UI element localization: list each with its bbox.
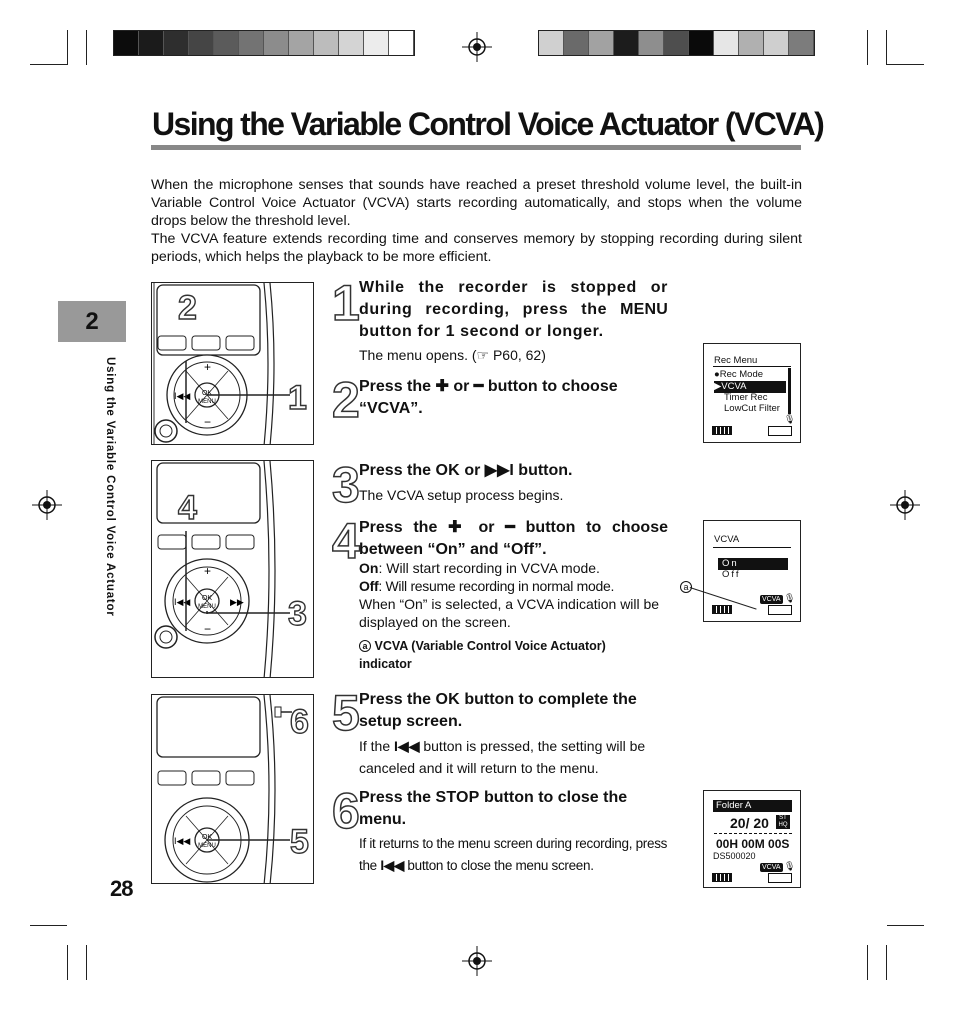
grayscale-bar-right bbox=[538, 30, 815, 56]
color-swatch bbox=[164, 31, 189, 55]
lcd-rec-menu bbox=[703, 343, 801, 443]
callout-number: 1 bbox=[288, 379, 307, 417]
recorder-drawing bbox=[152, 283, 314, 445]
intro-text bbox=[151, 176, 802, 266]
lcd-mode-badge: ST HQ bbox=[776, 815, 790, 829]
color-swatch bbox=[264, 31, 289, 55]
battery-icon bbox=[712, 426, 732, 435]
ok-label: OK bbox=[201, 595, 213, 602]
chapter-tab: 2 bbox=[58, 301, 126, 342]
step-5-heading: Press the OK button to complete the setup screen. bbox=[359, 691, 637, 730]
crop-mark bbox=[886, 945, 887, 980]
ok-label: OK bbox=[201, 390, 213, 397]
crop-mark bbox=[30, 64, 67, 65]
step-1-body: The menu opens. (☞ P60, 62) bbox=[359, 347, 546, 363]
step-number: 4 bbox=[332, 513, 360, 569]
step-1-heading: While the recorder is stopped or during recording, press the MENU button for 1 second or longer. bbox=[359, 279, 668, 340]
step-5-body: If the I◀◀ button is pressed, the setting will be canceled and it will return to the menu. bbox=[359, 738, 646, 776]
svg-text:+: + bbox=[204, 360, 212, 374]
ok-key-label: OK bbox=[435, 462, 460, 479]
page-number: 28 bbox=[110, 876, 133, 901]
minus-key-icon: ━ bbox=[473, 378, 484, 395]
fast-forward-icon: ▶▶I bbox=[484, 462, 514, 479]
rewind-icon: I◀◀ bbox=[380, 858, 404, 873]
battery-icon bbox=[712, 605, 732, 614]
lcd-option-selected: On bbox=[718, 558, 788, 570]
lcd-file-name: DS500020 bbox=[713, 851, 756, 861]
stop-key-label: STOP bbox=[435, 789, 480, 806]
menu-label: MENU bbox=[198, 843, 216, 849]
color-swatch bbox=[539, 31, 564, 55]
registration-mark bbox=[890, 490, 920, 520]
color-swatch bbox=[339, 31, 364, 55]
crop-mark bbox=[67, 945, 68, 980]
crop-mark bbox=[30, 925, 67, 926]
scrollbar bbox=[788, 368, 791, 414]
lcd-elapsed-time: 00H 00M 00S bbox=[716, 837, 790, 851]
ok-label: OK bbox=[201, 834, 213, 841]
lcd-option: Off bbox=[722, 569, 741, 580]
color-swatch bbox=[189, 31, 214, 55]
step-number: 3 bbox=[332, 457, 360, 513]
step-3-heading: Press the OK or ▶▶I button. bbox=[359, 462, 573, 479]
color-swatch bbox=[239, 31, 264, 55]
crop-mark bbox=[867, 30, 868, 65]
lcd-title: Rec Menu bbox=[714, 355, 758, 366]
lcd-menu-item: LowCut Filter bbox=[724, 403, 780, 414]
mic-icon: 🎙 bbox=[784, 414, 796, 424]
crop-mark bbox=[867, 945, 868, 980]
svg-text:I◀◀: I◀◀ bbox=[174, 391, 191, 401]
color-swatch bbox=[314, 31, 339, 55]
marker-a-icon: a bbox=[680, 581, 692, 593]
step-4-note: a VCVA (Variable Control Voice Actuator) indicator bbox=[359, 639, 606, 671]
vcva-indicator-badge: VCVA bbox=[762, 596, 781, 603]
intro-paragraph: When the microphone senses that sounds have reached a preset threshold volume level, the built-in Variable Control Voice Actuator (VCVA) starts recording automatically, and stops when the volume drops below the threshold level. bbox=[151, 177, 802, 229]
color-swatch bbox=[564, 31, 589, 55]
menu-key-label: MENU bbox=[620, 301, 668, 318]
color-swatch bbox=[664, 31, 689, 55]
vcva-indicator-badge: VCVA bbox=[762, 864, 781, 871]
marker-a-icon: a bbox=[359, 640, 371, 652]
callout-number: 3 bbox=[288, 595, 307, 633]
color-swatch bbox=[389, 31, 414, 55]
step-4-heading: Press the ✚ or ━ button to choose between “On” and “Off”. bbox=[359, 519, 668, 558]
lcd-menu-item-selected: ▶VCVA bbox=[714, 381, 786, 393]
callout-number: 5 bbox=[290, 823, 309, 861]
step-6-heading: Press the STOP button to close the menu. bbox=[359, 789, 628, 828]
callout-number: 2 bbox=[178, 289, 197, 327]
svg-text:▶▶: ▶▶ bbox=[230, 597, 244, 607]
page-title: Using the Variable Control Voice Actuator (VCVA) bbox=[152, 106, 824, 142]
crop-mark bbox=[886, 30, 887, 65]
color-swatch bbox=[364, 31, 389, 55]
crop-mark bbox=[67, 30, 68, 65]
svg-text:I◀◀: I◀◀ bbox=[174, 597, 191, 607]
svg-text:−: − bbox=[204, 622, 212, 636]
recorder-illustration-3 bbox=[151, 694, 314, 884]
registration-mark bbox=[32, 490, 62, 520]
crop-mark bbox=[86, 30, 87, 65]
step-number: 6 bbox=[332, 783, 360, 839]
menu-label: MENU bbox=[198, 604, 216, 610]
color-swatch bbox=[289, 31, 314, 55]
grayscale-bar-left bbox=[113, 30, 415, 56]
step-number: 5 bbox=[332, 685, 360, 741]
plus-key-icon: ✚ bbox=[448, 519, 468, 536]
recorder-illustration-1 bbox=[151, 282, 314, 445]
lcd-progress-bar bbox=[714, 833, 792, 834]
color-swatch bbox=[689, 31, 714, 55]
lcd-folder-bar: Folder A bbox=[713, 800, 792, 812]
color-swatch bbox=[639, 31, 664, 55]
svg-text:−: − bbox=[204, 415, 212, 429]
counter-box bbox=[768, 605, 792, 615]
lcd-folder-screen bbox=[703, 790, 801, 888]
ok-key-label: OK bbox=[435, 691, 460, 708]
crop-mark bbox=[86, 945, 87, 980]
color-swatch bbox=[139, 31, 164, 55]
registration-mark bbox=[462, 946, 492, 976]
step-number: 2 bbox=[332, 372, 360, 428]
lcd-menu-item: ●Rec Mode bbox=[714, 369, 764, 380]
callout-number: 6 bbox=[290, 703, 309, 741]
color-swatch bbox=[589, 31, 614, 55]
menu-label: MENU bbox=[198, 399, 216, 405]
recorder-illustration-2 bbox=[151, 460, 314, 678]
step-3-body: The VCVA setup process begins. bbox=[359, 487, 564, 503]
step-6-body: If it returns to the menu screen during recording, press the I◀◀ button to close the menu screen. bbox=[359, 836, 668, 873]
step-number: 1 bbox=[332, 275, 360, 331]
battery-icon bbox=[712, 873, 732, 882]
crop-mark bbox=[887, 925, 924, 926]
step-4-body: On: Will start recording in VCVA mode. Off: Will resume recording in normal mode. When “On” is selected, a VCVA indication will be displayed on the screen. bbox=[359, 560, 660, 630]
mic-icon: 🎙 bbox=[784, 593, 796, 603]
counter-box bbox=[768, 426, 792, 436]
registration-mark bbox=[462, 32, 492, 62]
title-underline bbox=[151, 145, 801, 150]
svg-text:+: + bbox=[204, 564, 212, 578]
svg-text:I◀◀: I◀◀ bbox=[174, 836, 191, 846]
lcd-file-count: 20/ 20 bbox=[730, 815, 769, 831]
side-chapter-title: Using the Variable Control Voice Actuator bbox=[104, 357, 116, 617]
color-swatch bbox=[789, 31, 814, 55]
color-swatch bbox=[764, 31, 789, 55]
crop-mark bbox=[887, 64, 924, 65]
intro-paragraph: The VCVA feature extends recording time and conserves memory by stopping recording during silent periods, which helps the playback to be more efficient. bbox=[151, 231, 802, 265]
step-2-heading: Press the ✚ or ━ button to choose “VCVA”. bbox=[359, 378, 618, 417]
recorder-drawing bbox=[152, 461, 314, 678]
lcd-title: VCVA bbox=[714, 534, 740, 545]
color-swatch bbox=[114, 31, 139, 55]
minus-key-icon: ━ bbox=[505, 519, 515, 536]
plus-key-icon: ✚ bbox=[435, 378, 449, 395]
callout-number: 4 bbox=[178, 489, 197, 527]
mic-icon: 🎙 bbox=[784, 861, 796, 871]
rewind-icon: I◀◀ bbox=[394, 738, 420, 754]
counter-box bbox=[768, 873, 792, 883]
lcd-menu-item: Timer Rec bbox=[724, 392, 768, 403]
color-swatch bbox=[214, 31, 239, 55]
color-swatch bbox=[714, 31, 739, 55]
color-swatch bbox=[614, 31, 639, 55]
color-swatch bbox=[739, 31, 764, 55]
